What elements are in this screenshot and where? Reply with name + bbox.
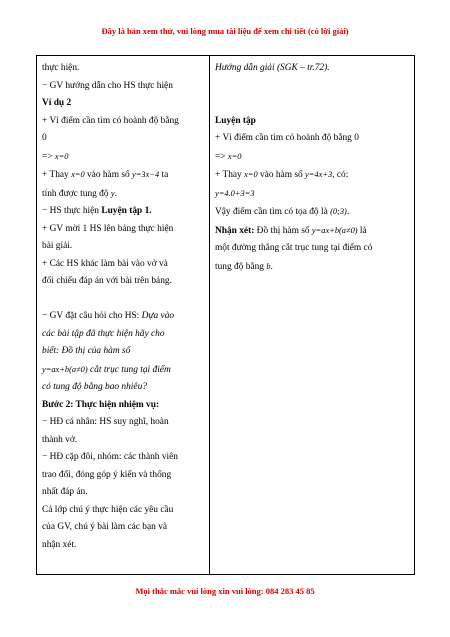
text-line: nhất đáp án. bbox=[42, 487, 88, 497]
text-line bbox=[215, 258, 409, 277]
text-line: − HĐ cặp đôi, nhóm: các thành viên bbox=[42, 452, 178, 462]
text-line: nhận xét. bbox=[42, 539, 77, 550]
step-heading-text: Bước 2: Thực hiện nhiệm vụ: bbox=[42, 399, 160, 410]
text-line: thực hiện. bbox=[42, 63, 80, 73]
text-line bbox=[215, 148, 409, 167]
text-fragment: . bbox=[114, 188, 117, 199]
text-line bbox=[215, 222, 409, 241]
text-line: thành vở. bbox=[42, 434, 78, 445]
text-line: đối chiếu đáp án với bài trên bảng. bbox=[42, 276, 172, 286]
text-fragment: . bbox=[270, 261, 273, 272]
text-fragment: − HS thực hiện bbox=[42, 206, 102, 216]
teacher-student-activity-cell bbox=[37, 56, 210, 575]
practice-heading-text: Luyện tập bbox=[215, 115, 256, 126]
preview-notice-banner: Đây là bản xem thử, vui lòng mua tài liệu để xem chi tiết (có lời giải) bbox=[101, 26, 349, 36]
spacer bbox=[42, 291, 204, 309]
text-line: − GV hướng dẫn cho HS thực hiện bbox=[42, 80, 173, 91]
text-fragment: vào hàm số bbox=[257, 170, 306, 180]
text-line: + Vì điểm cần tìm có hoành độ bằng bbox=[42, 115, 179, 126]
text-line bbox=[215, 203, 409, 222]
text-line: một đường thẳng cắt trục tung tại điểm có bbox=[215, 243, 373, 253]
text-line: + Vì điểm cần tìm có hoành độ bằng 0 bbox=[215, 133, 359, 143]
math-expression: x=0 bbox=[227, 151, 242, 161]
math-expression: y bbox=[110, 188, 115, 198]
text-fragment: tung độ bằng bbox=[215, 261, 267, 272]
spacer bbox=[215, 78, 409, 96]
math-expression: (0;3) bbox=[330, 207, 347, 216]
text-fragment: − GV đặt câu hỏi cho HS: bbox=[42, 311, 142, 321]
text-fragment: Vậy điểm cần tìm có tọa độ là bbox=[215, 207, 331, 217]
text-fragment: + Thay bbox=[42, 170, 72, 180]
math-expression: x=0 bbox=[54, 151, 69, 161]
text-line: trao đổi, đóng góp ý kiến và thống bbox=[42, 469, 172, 480]
text-fragment: tính được tung độ bbox=[42, 188, 111, 199]
text-fragment: => bbox=[42, 151, 55, 162]
text-fragment: Đồ thị hàm số bbox=[254, 225, 312, 236]
example-heading bbox=[42, 95, 204, 113]
math-expression: x=0 bbox=[71, 170, 85, 179]
text-line bbox=[42, 308, 204, 326]
question-text: có tung độ bằng bao nhiêu? bbox=[42, 382, 147, 392]
question-text bbox=[42, 361, 204, 380]
text-fragment: cắt trục tung tại điểm bbox=[87, 364, 171, 375]
text-fragment: là bbox=[357, 225, 367, 236]
text-line bbox=[42, 148, 204, 167]
practice-label: Luyện tập 1. bbox=[101, 206, 152, 216]
text-fragment: => bbox=[215, 151, 228, 162]
step-heading bbox=[42, 397, 204, 415]
math-expression: y=4.0+3=3 bbox=[215, 188, 255, 198]
math-expression: y=4x+3 bbox=[305, 170, 333, 179]
question-text: biết: Đồ thị của hàm số bbox=[42, 346, 131, 356]
solution-guide-reference: Hướng dẫn giải (SGK – tr.72). bbox=[215, 63, 330, 73]
text-line: − HĐ cá nhân: HS suy nghĩ, hoàn bbox=[42, 417, 169, 427]
example-heading-text: Ví dụ 2 bbox=[42, 98, 72, 108]
text-line: + Các HS khác làm bài vào vở và bbox=[42, 258, 168, 269]
text-line bbox=[215, 185, 409, 204]
text-line: 0 bbox=[42, 133, 47, 143]
text-line bbox=[42, 185, 204, 204]
text-fragment: ta bbox=[159, 170, 169, 180]
math-expression: x=0 bbox=[244, 170, 258, 179]
text-fragment: , có: bbox=[332, 170, 349, 180]
math-expression: y=ax+b(a≠0) bbox=[42, 364, 88, 374]
text-line: + GV mời 1 HS lên bảng thực hiện bbox=[42, 223, 174, 234]
remark-label: Nhận xét: bbox=[215, 225, 255, 236]
text-line bbox=[42, 166, 204, 185]
text-line: Cả lớp chú ý thực hiện các yêu cầu bbox=[42, 504, 174, 515]
expected-product-cell bbox=[210, 56, 415, 575]
question-text: Dựa vào bbox=[141, 311, 175, 321]
practice-heading bbox=[215, 113, 409, 131]
text-line bbox=[42, 203, 204, 221]
math-expression: y=ax+b(a≠0) bbox=[311, 225, 358, 235]
lesson-table bbox=[36, 55, 415, 575]
text-line: của GV, chú ý bài làm các bạn và bbox=[42, 522, 168, 532]
math-expression: y=3x−4 bbox=[132, 170, 160, 179]
math-expression: b bbox=[266, 261, 271, 271]
text-fragment: + Thay bbox=[215, 170, 245, 180]
text-line bbox=[215, 166, 409, 185]
contact-footer-banner: Mọi thắc mắc vui lòng xin vui lòng: 084 283 45 85 bbox=[135, 586, 315, 596]
text-fragment: . bbox=[346, 207, 350, 217]
text-fragment: vào hàm số bbox=[84, 170, 133, 180]
question-text: các bài tập đã thực hiện hãy cho bbox=[42, 328, 165, 339]
text-line: bài giải. bbox=[42, 241, 73, 251]
table-row bbox=[37, 56, 415, 575]
spacer bbox=[215, 95, 409, 113]
